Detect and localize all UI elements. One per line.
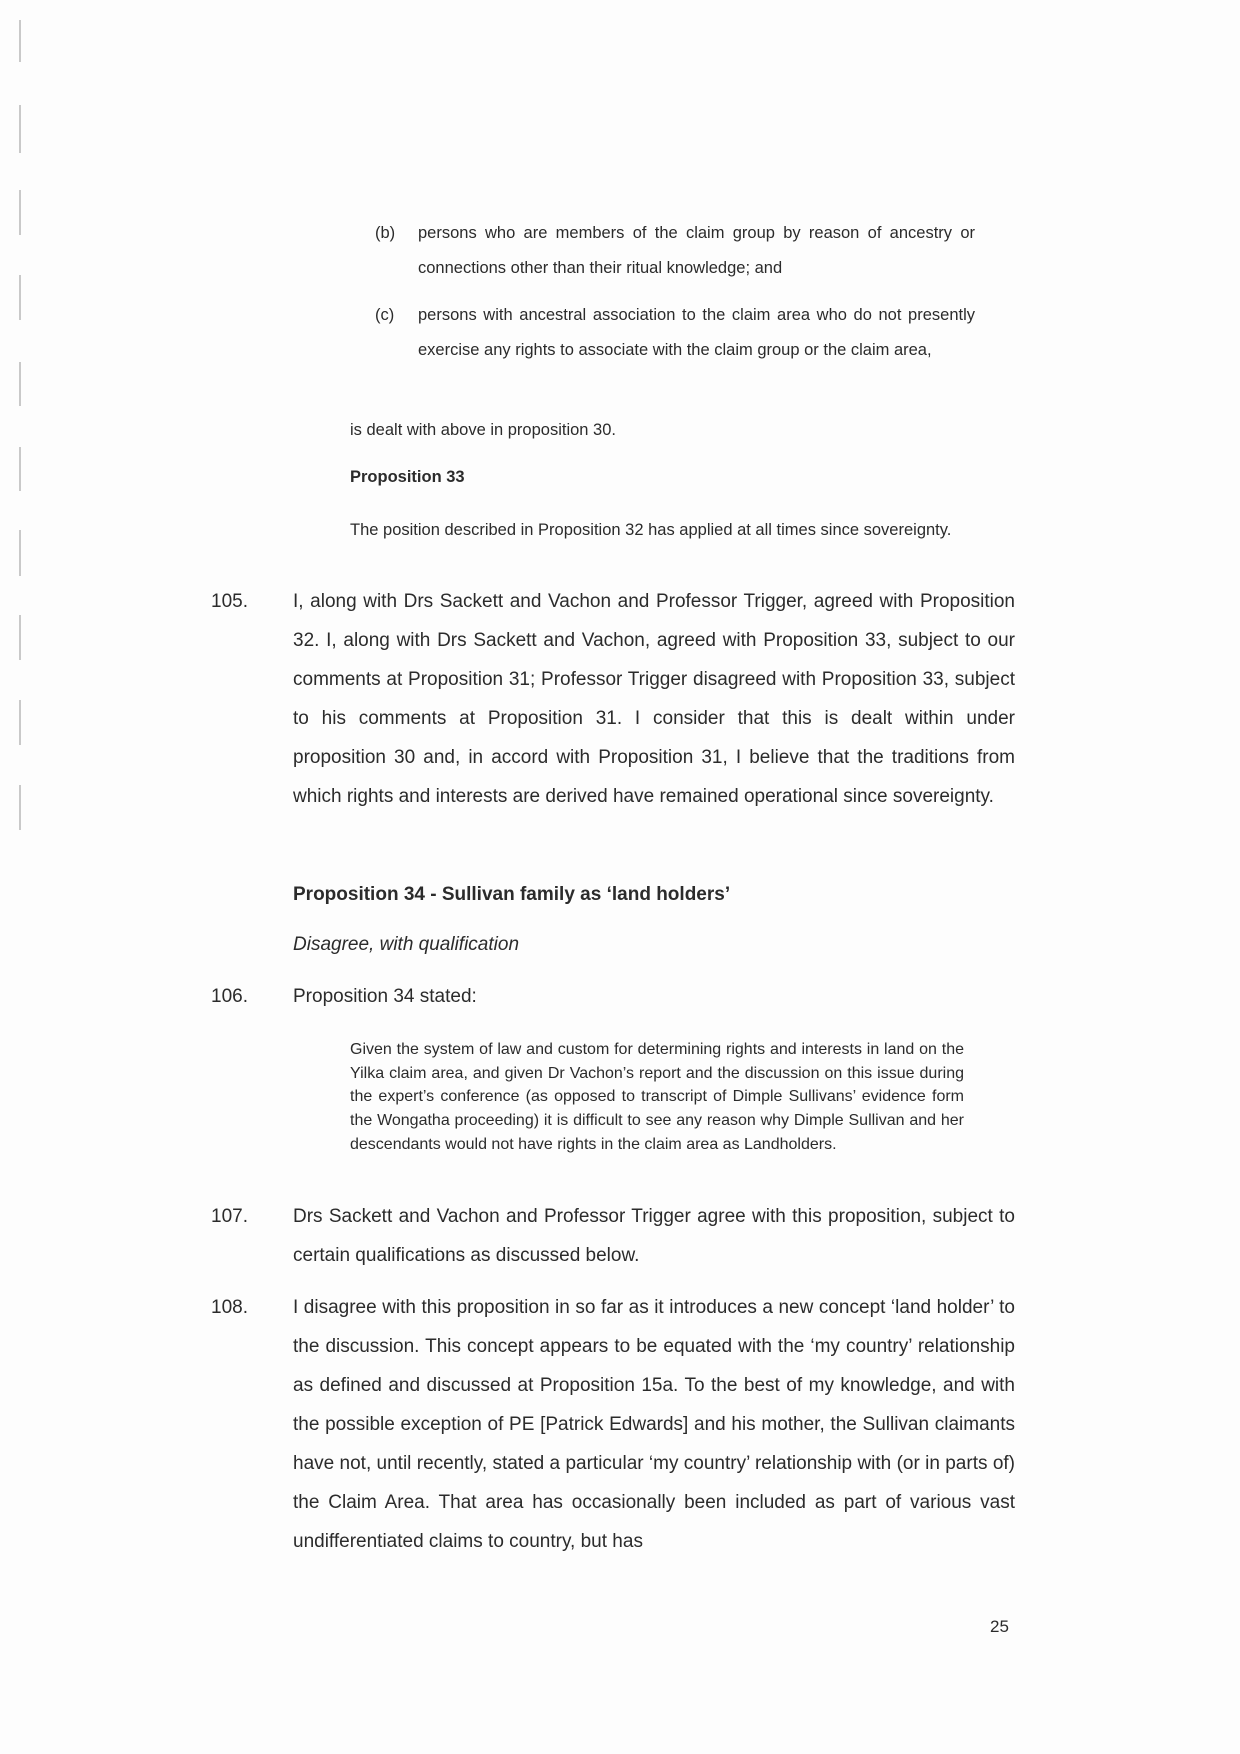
scan-artifact xyxy=(19,447,21,491)
subitem-label: (c) xyxy=(375,306,395,324)
paragraph-number: 105. xyxy=(211,591,248,612)
scan-artifact xyxy=(19,20,21,62)
subitem-text: persons who are members of the claim group by reason of ancestry or connections other than their ritual knowledge; and xyxy=(418,224,975,277)
paragraph-number: 106. xyxy=(211,986,248,1007)
scan-artifact xyxy=(19,700,21,745)
paragraph-107-text: Drs Sackett and Vachon and Professor Trigger agree with this proposition, subject to certain qualifications as discussed below. xyxy=(293,1206,1015,1266)
subitem-text: persons with ancestral association to the claim area who do not presently exercise any rights to associate with the claim group or the claim area, xyxy=(418,306,975,359)
scan-artifact xyxy=(19,615,21,660)
scan-artifact xyxy=(19,105,21,153)
dealt-with-text: is dealt with above in proposition 30. xyxy=(350,421,616,439)
proposition-34-qualifier: Disagree, with qualification xyxy=(293,934,520,955)
scan-artifact xyxy=(19,275,21,320)
paragraph-105-text: I, along with Drs Sackett and Vachon and Professor Trigger, agreed with Proposition 32. I, along with Drs Sackett and Vachon, agreed with Proposition 33, subject to our comments at Proposition 31; Professor Trigger disagreed with Proposition 33, subject to his comments at Proposition 31. I consider that this is dealt within under proposition 30 and, in accord with Proposition 31, I believe that the traditions from which rights and interests are derived have remained operational since sovereignty. xyxy=(293,591,1015,807)
paragraph-106-text: Proposition 34 stated: xyxy=(293,986,477,1007)
paragraph-number: 107. xyxy=(211,1206,248,1227)
proposition-33-text: The position described in Proposition 32 has applied at all times since sovereignty. xyxy=(350,521,952,539)
paragraph-number: 108. xyxy=(211,1297,248,1318)
block-quote: Given the system of law and custom for determining rights and interests in land on the Yilka claim area, and given Dr Vachon’s report and the discussion on this issue during the expert’s conference (as opposed to transcript of Dimple Sullivans’ evidence form the Wongatha proceeding) it is difficult to see any reason why Dimple Sullivan and her descendants would not have rights in the claim area as Landholders. xyxy=(350,1041,964,1153)
page-number: 25 xyxy=(990,1617,1009,1636)
scan-artifact xyxy=(19,362,21,406)
scan-artifact xyxy=(19,530,21,576)
subitem-label: (b) xyxy=(375,224,396,242)
proposition-33-heading: Proposition 33 xyxy=(350,468,465,486)
paragraph-108-text: I disagree with this proposition in so far as it introduces a new concept ‘land holder’ to the discussion. This concept appears to be equated with the ‘my country’ relationship as defined and discussed at Proposition 15a. To the best of my knowledge, and with the possible exception of PE [Patrick Edwards] and his mother, the Sullivan claimants have not, until recently, stated a particular ‘my country’ relationship with (or in parts of) the Claim Area. That area has occasionally been included as part of various vast undifferentiated claims to country, but has xyxy=(293,1297,1015,1552)
proposition-34-heading: Proposition 34 - Sullivan family as ‘land holders’ xyxy=(293,884,731,905)
scan-artifact xyxy=(19,190,21,235)
scan-artifact xyxy=(19,785,21,830)
